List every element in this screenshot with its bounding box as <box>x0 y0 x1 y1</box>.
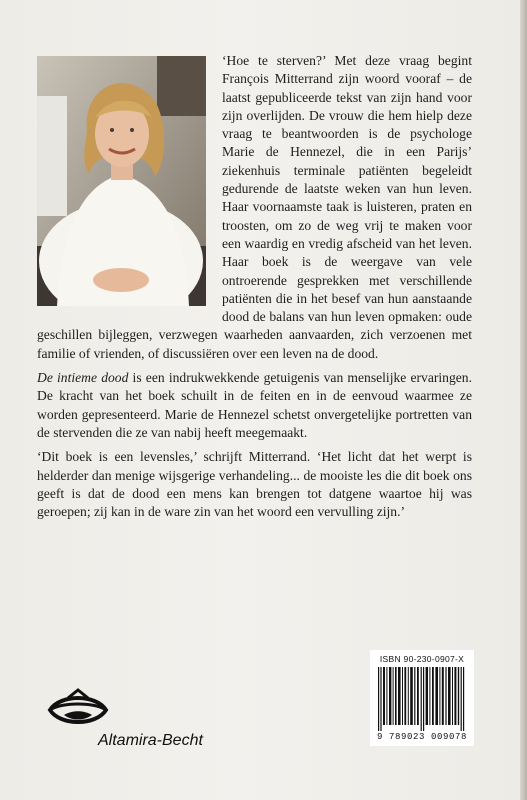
cover-edge <box>520 0 527 800</box>
ean-number: 9 789023 009078 <box>376 732 467 742</box>
blurb-paragraph-2-text: is een indrukwekkende getuigenis van menselijke ervaringen. De kracht van het boek schuilt in de feiten en in de eenvoud waarmee ze worden gepresenteerd. Marie de Hennezel schetst onvergetelijke portretten van de stervenden die ze van nabij heeft meegemaakt. <box>37 370 472 440</box>
blurb-paragraph-1: ‘Hoe te sterven?’ Met deze vraag begint François Mitterrand zijn woord vooraf – de laatst gepubliceerde tekst van zijn hand voor zijn overlijden. De vrouw die hem hielp deze vraag te beantwoorden is de psychologe Marie de Hennezel, die in een Parijs’ ziekenhuis terminale patiënten begeleidt gedurende de laatste weken van hun leven. Haar voornaamste taak is luisteren, praten en troosten, om zo de weg vrij te maken voor een waardig en vredig afscheid van het leven. Haar boek is de weergave van vele ontroerende gesprekken met verschillende patiënten die in het besef van hun aanstaande dood de balans van hun leven opmaken: oude geschillen bijleggen, verzwegen waarheden aanvaarden, zich verzoenen met familie of vrienden, of discussiëren over een leven na de dood. <box>37 53 472 361</box>
barcode-panel <box>370 650 474 746</box>
photo-wrap-spacer <box>37 52 222 312</box>
isbn-label: ISBN 90-230-0907-X <box>379 654 465 664</box>
publisher-logo-icon <box>46 688 110 732</box>
book-title: De intieme dood <box>37 370 129 386</box>
blurb-text <box>37 52 472 527</box>
publisher-name: Altamira-Becht <box>98 732 203 749</box>
blurb-paragraph-2 <box>37 369 472 442</box>
blurb-paragraph-3: ‘Dit boek is een levensles,’ schrijft Mitterrand. ‘Het licht dat het werpt is helderder dan menige wijsgerige verhandeling... de mooiste les die dit boek ons geeft is dat de dood een mens kan brengen tot datgene waartoe hij was geroepen; zij kan in de ware zin van het woord een vervulling zijn.’ <box>37 449 472 520</box>
barcode-icon <box>378 667 466 731</box>
